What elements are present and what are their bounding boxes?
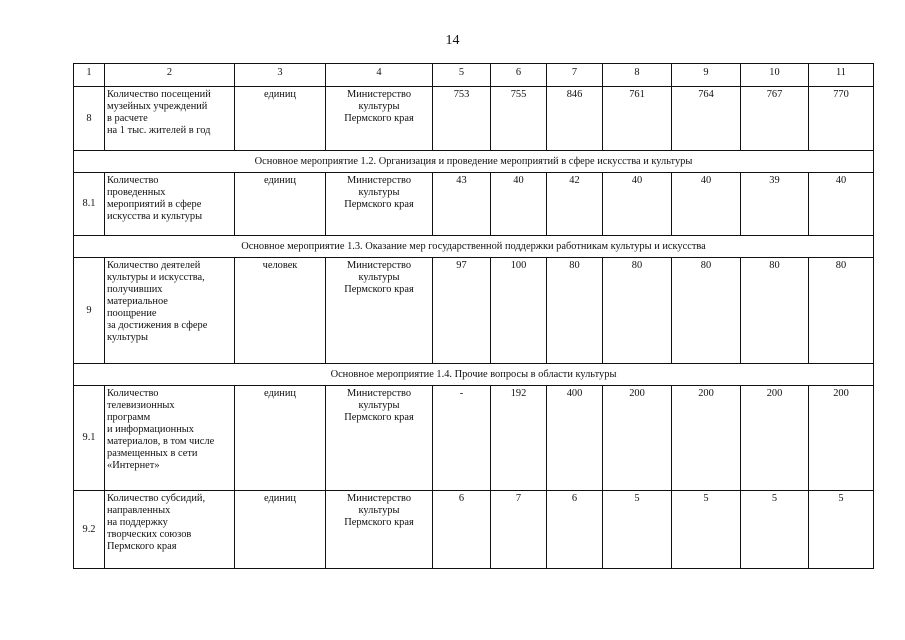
responsible-line: Министерство [346, 260, 412, 271]
value-cell: 39 [741, 173, 809, 236]
responsible-line: Министерство [346, 493, 412, 504]
row-number: 9 [74, 258, 105, 364]
unit-cell: человек [235, 258, 326, 364]
value-cell: 753 [433, 87, 491, 151]
value-cell: 100 [491, 258, 547, 364]
responsible-line: культуры [358, 505, 400, 516]
table-row [74, 87, 874, 151]
responsible-cell [326, 173, 433, 236]
indicator-name-line: и информационных [107, 424, 194, 435]
value-cell: 42 [547, 173, 603, 236]
indicator-name-line: материалов, в том числе [107, 436, 215, 447]
value-cell: 755 [491, 87, 547, 151]
value-cell: 5 [741, 491, 809, 569]
responsible-line: культуры [358, 272, 400, 283]
value-cell: 400 [547, 386, 603, 491]
indicator-name [105, 386, 235, 491]
indicator-name-line: музейных учреждений [107, 101, 208, 112]
header-cell: 1 [74, 64, 105, 87]
responsible-cell [326, 386, 433, 491]
indicator-name [105, 258, 235, 364]
indicators-table [73, 63, 874, 569]
row-number: 8.1 [74, 173, 105, 236]
header-cell: 10 [741, 64, 809, 87]
value-cell: 6 [433, 491, 491, 569]
value-cell: 80 [547, 258, 603, 364]
value-cell: 5 [809, 491, 874, 569]
responsible-line: Министерство [346, 388, 412, 399]
value-cell: 40 [491, 173, 547, 236]
header-cell: 3 [235, 64, 326, 87]
indicator-name-line: мероприятий в сфере [107, 199, 202, 210]
header-cell: 6 [491, 64, 547, 87]
indicator-name-line: культуры и искусства, [107, 272, 205, 283]
value-cell: 80 [672, 258, 741, 364]
section-row [74, 151, 874, 173]
indicator-name-line: искусства и культуры [107, 211, 203, 222]
indicator-name [105, 87, 235, 151]
header-cell: 7 [547, 64, 603, 87]
value-cell: 40 [809, 173, 874, 236]
unit-cell: единиц [235, 87, 326, 151]
value-cell: 40 [672, 173, 741, 236]
indicator-name-line: Количество посещений [107, 89, 211, 100]
header-cell: 8 [603, 64, 672, 87]
indicator-name-line: размещенных в сети [107, 448, 198, 459]
section-title: Основное мероприятие 1.4. Прочие вопросы в области культуры [74, 364, 874, 386]
value-cell: 97 [433, 258, 491, 364]
indicator-name-line: культуры [107, 332, 148, 343]
indicator-name-line: материальное [107, 296, 168, 307]
indicator-name-line: на 1 тыс. жителей в год [107, 125, 211, 136]
value-cell: 200 [741, 386, 809, 491]
responsible-line: Пермского края [344, 284, 414, 295]
value-cell: 6 [547, 491, 603, 569]
responsible-line: культуры [358, 187, 400, 198]
responsible-line: Пермского края [344, 199, 414, 210]
value-cell: 80 [741, 258, 809, 364]
value-cell: 192 [491, 386, 547, 491]
responsible-line: Пермского края [344, 412, 414, 423]
unit-cell: единиц [235, 173, 326, 236]
value-cell: 770 [809, 87, 874, 151]
value-cell: 80 [603, 258, 672, 364]
indicator-name-line: телевизионных [107, 400, 175, 411]
indicator-name-line: на поддержку [107, 517, 168, 528]
indicator-name-line: творческих союзов [107, 529, 192, 540]
indicator-name-line: Количество [107, 388, 159, 399]
value-cell: 764 [672, 87, 741, 151]
header-cell: 11 [809, 64, 874, 87]
value-cell: 761 [603, 87, 672, 151]
table-row [74, 258, 874, 364]
value-cell: - [433, 386, 491, 491]
indicator-name-line: Количество деятелей [107, 260, 201, 271]
row-number: 8 [74, 87, 105, 151]
value-cell: 200 [672, 386, 741, 491]
responsible-cell [326, 491, 433, 569]
section-row [74, 236, 874, 258]
table-row [74, 173, 874, 236]
responsible-line: культуры [358, 101, 400, 112]
header-cell: 9 [672, 64, 741, 87]
section-title: Основное мероприятие 1.2. Организация и проведение мероприятий в сфере искусства и культуры [74, 151, 874, 173]
table-row [74, 491, 874, 569]
value-cell: 7 [491, 491, 547, 569]
indicator-name-line: за достижения в сфере [107, 320, 208, 331]
value-cell: 846 [547, 87, 603, 151]
page-number: 14 [445, 33, 460, 48]
unit-cell: единиц [235, 386, 326, 491]
indicator-name-line: направленных [107, 505, 171, 516]
responsible-cell [326, 87, 433, 151]
responsible-line: Пермского края [344, 113, 414, 124]
value-cell: 80 [809, 258, 874, 364]
responsible-line: Министерство [346, 175, 412, 186]
indicator-name-line: Количество [107, 175, 159, 186]
indicator-name [105, 491, 235, 569]
indicator-name-line: «Интернет» [107, 460, 160, 471]
value-cell: 5 [672, 491, 741, 569]
indicator-name-line: получивших [107, 284, 163, 295]
header-cell: 5 [433, 64, 491, 87]
value-cell: 200 [603, 386, 672, 491]
section-title: Основное мероприятие 1.3. Оказание мер государственной поддержки работникам культуры и искусства [74, 236, 874, 258]
header-cell: 4 [326, 64, 433, 87]
responsible-cell [326, 258, 433, 364]
responsible-line: культуры [358, 400, 400, 411]
row-number: 9.1 [74, 386, 105, 491]
indicator-name-line: программ [107, 412, 151, 423]
unit-cell: единиц [235, 491, 326, 569]
row-number: 9.2 [74, 491, 105, 569]
table-row [74, 386, 874, 491]
indicator-name-line: поощрение [107, 308, 157, 319]
indicator-name-line: в расчете [107, 113, 148, 124]
value-cell: 200 [809, 386, 874, 491]
value-cell: 40 [603, 173, 672, 236]
indicator-name-line: Количество субсидий, [107, 493, 206, 504]
responsible-line: Пермского края [344, 517, 414, 528]
value-cell: 767 [741, 87, 809, 151]
header-row [74, 64, 874, 87]
value-cell: 5 [603, 491, 672, 569]
indicator-name-line: проведенных [107, 187, 166, 198]
indicator-name [105, 173, 235, 236]
header-cell: 2 [105, 64, 235, 87]
indicator-name-line: Пермского края [107, 541, 177, 552]
value-cell: 43 [433, 173, 491, 236]
responsible-line: Министерство [346, 89, 412, 100]
section-row [74, 364, 874, 386]
